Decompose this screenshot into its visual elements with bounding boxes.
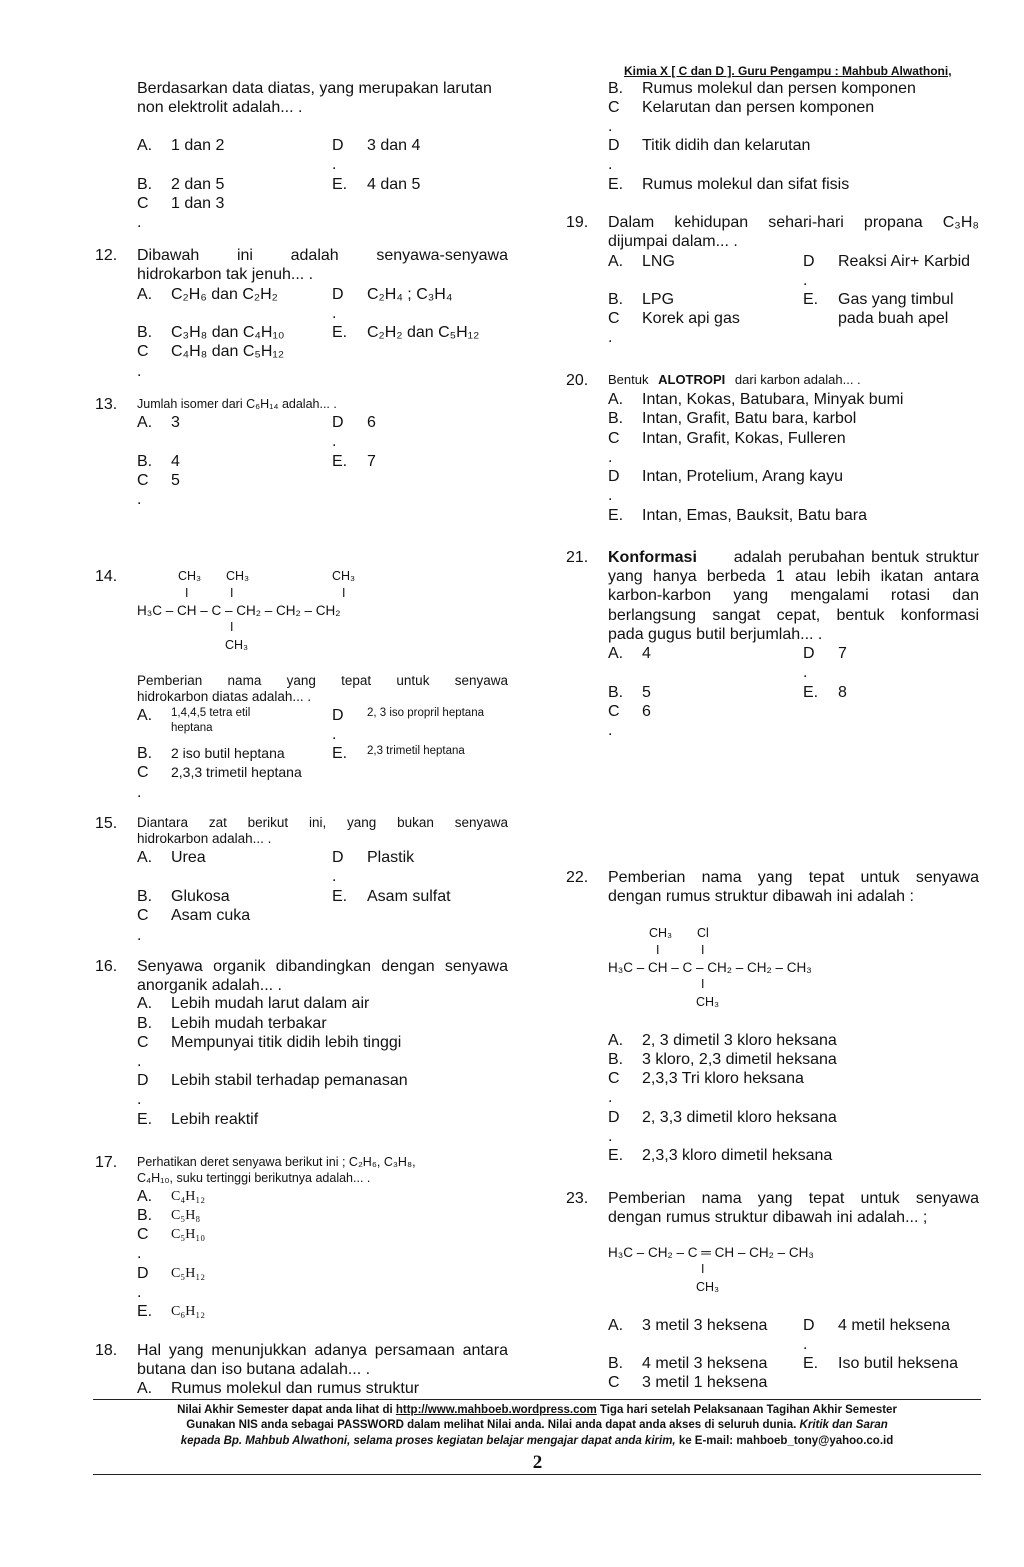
q23-option-c: 3 metil 1 heksena: [642, 1374, 768, 1391]
q16-letter-c-dot: .: [137, 1053, 142, 1070]
q22-letter-a: A.: [608, 1032, 624, 1049]
q16-number: 16.: [95, 958, 118, 975]
q21-letter-b: B.: [608, 684, 624, 701]
footer-line1: [93, 1403, 981, 1418]
q22-top-ch3: CH₃: [649, 926, 673, 940]
q23-option-b: 4 metil 3 heksena: [642, 1355, 768, 1372]
q12-option-e: C₂H₂ dan C₅H₁₂: [367, 324, 480, 341]
q17-letter-d-dot: .: [137, 1284, 142, 1301]
q16-letter-b: B.: [137, 1015, 153, 1032]
q23-option-e: Iso butil heksena: [838, 1355, 959, 1372]
q18-option-e: Rumus molekul dan sifat fisis: [642, 176, 850, 193]
q13-stem: Jumlah isomer dari C₆H₁₄ adalah... .: [137, 397, 337, 411]
q19-option-e-line2: pada buah apel: [838, 310, 949, 327]
q14-main-chain: H₃C – CH – C – CH₂ – CH₂ – CH₂: [137, 603, 341, 618]
q21-stem-line1: [608, 548, 979, 567]
q20-stem-keyword: ALOTROPI: [658, 372, 726, 387]
q22-bond-2: I: [701, 943, 705, 957]
q21-option-e: 8: [838, 684, 847, 701]
q20-letter-c: C: [608, 430, 620, 447]
q13-letter-b: B.: [137, 453, 153, 470]
q22-bond-3: I: [701, 977, 705, 991]
q11-letter-c: C: [137, 195, 149, 212]
q20-option-a: Intan, Kokas, Batubara, Minyak bumi: [642, 391, 904, 408]
q14-letter-c-dot: .: [137, 784, 142, 801]
q22-bond-1: I: [656, 943, 660, 957]
footer-line1-post: Tiga hari setelah Pelaksanaan Tagihan Akhir Semester: [599, 1404, 897, 1416]
q19-option-a: LNG: [642, 253, 675, 270]
q22-option-d: 2, 3,3 dimetil kloro heksana: [642, 1109, 837, 1126]
q21-letter-a: A.: [608, 645, 624, 662]
q16-option-b: Lebih mudah terbakar: [171, 1015, 327, 1032]
q21-stem-line3: karbon-karbon yang mengalami rotasi dan: [608, 587, 979, 604]
q15-stem-line2: hidrokarbon adalah... .: [137, 831, 272, 846]
q11-letter-d: D: [332, 137, 344, 154]
q14-letter-d: D: [332, 707, 344, 724]
q12-stem-line1: Dibawah ini adalah senyawa-senyawa: [137, 247, 508, 264]
q19-letter-b: B.: [608, 291, 624, 308]
q22-stem-line2: dengan rumus struktur dibawah ini adalah :: [608, 888, 914, 905]
q20-letter-a: A.: [608, 391, 624, 408]
footer-line2-main: Gunakan NIS anda sebagai PASSWORD dalam melihat Nilai anda. Nilai anda dapat anda akses di seluruh dunia.: [186, 1419, 797, 1431]
q17-number: 17.: [95, 1154, 118, 1171]
q11-option-c: 1 dan 3: [171, 195, 225, 212]
q19-stem-line1: Dalam kehidupan sehari-hari propana C₃H₈: [608, 214, 979, 231]
q16-letter-d: D: [137, 1072, 149, 1089]
q16-letter-a: A.: [137, 995, 153, 1012]
q20-option-b: Intan, Grafit, Batu bara, karbol: [642, 410, 857, 427]
q11-option-d: 3 dan 4: [367, 137, 421, 154]
q22-bottom-ch3: CH₃: [696, 995, 720, 1009]
q23-bond: I: [701, 1262, 705, 1276]
q23-bottom-ch3: CH₃: [696, 1280, 720, 1294]
q15-stem-line1: Diantara zat berikut ini, yang bukan senyawa: [137, 815, 508, 830]
q13-letter-a: A.: [137, 414, 153, 431]
q21-letter-e: E.: [803, 684, 819, 701]
q15-letter-a: A.: [137, 849, 153, 866]
q23-letter-e: E.: [803, 1355, 819, 1372]
q13-letter-c-dot: .: [137, 491, 142, 508]
q17-letter-d: D: [137, 1265, 149, 1282]
q14-letter-b: B.: [137, 745, 153, 762]
q23-stem-line2: dengan rumus struktur dibawah ini adalah... ;: [608, 1209, 928, 1226]
q21-option-a: 4: [642, 645, 651, 662]
q17-option-b: C₅H₈: [171, 1208, 201, 1223]
q14-letter-c: C: [137, 764, 149, 781]
q22-number: 22.: [566, 869, 589, 886]
q22-option-e: 2,3,3 kloro dimetil heksana: [642, 1147, 833, 1164]
q12-stem-line2: hidrokarbon tak jenuh... .: [137, 266, 314, 283]
q19-letter-e: E.: [803, 291, 819, 308]
footer-top-rule: [93, 1399, 981, 1400]
q12-letter-c-dot: .: [137, 363, 142, 380]
q13-option-b: 4: [171, 453, 180, 470]
q13-letter-e: E.: [332, 453, 348, 470]
q17-stem-line1: Perhatikan deret senyawa berikut ini ; C₂H₆, C₃H₈,: [137, 1155, 416, 1169]
q14-bond-1: I: [185, 586, 189, 600]
q23-number: 23.: [566, 1190, 589, 1207]
q14-option-d: 2, 3 iso propril heptana: [367, 707, 484, 719]
q19-stem-line2: dijumpai dalam... .: [608, 233, 738, 250]
q11-option-a: 1 dan 2: [171, 137, 225, 154]
q17-letter-c: C: [137, 1226, 149, 1243]
q19-option-e-line1: Gas yang timbul: [838, 291, 954, 308]
q23-option-a: 3 metil 3 heksena: [642, 1317, 768, 1334]
q20-stem: [608, 372, 861, 388]
q11-stem-line2: non elektrolit adalah... .: [137, 99, 303, 116]
q14-top-ch3-3: CH₃: [332, 569, 356, 583]
q22-option-a: 2, 3 dimetil 3 kloro heksana: [642, 1032, 837, 1049]
q19-letter-d-dot: .: [803, 272, 808, 289]
q20-option-c: Intan, Grafit, Kokas, Fulleren: [642, 430, 846, 447]
q21-stem-keyword: Konformasi: [608, 549, 697, 566]
q20-letter-d: D: [608, 468, 620, 485]
q14-stem-line2: hidrokarbon diatas adalah... .: [137, 689, 312, 704]
q18-letter-a: A.: [137, 1380, 153, 1397]
q18-number: 18.: [95, 1342, 118, 1359]
q14-letter-e: E.: [332, 745, 348, 762]
q16-option-c: Mempunyai titik didih lebih tinggi: [171, 1034, 402, 1051]
q20-number: 20.: [566, 372, 589, 389]
q22-letter-c-dot: .: [608, 1089, 613, 1106]
q23-option-d: 4 metil heksena: [838, 1317, 951, 1334]
q23-letter-c: C: [608, 1374, 620, 1391]
q12-option-b: C₃H₈ dan C₄H₁₀: [171, 324, 285, 341]
q16-option-a: Lebih mudah larut dalam air: [171, 995, 370, 1012]
q17-stem-line2: C₄H₁₀, suku tertinggi berikutnya adalah... .: [137, 1171, 371, 1185]
q14-number: 14.: [95, 568, 118, 585]
footer-website-link[interactable]: http://www.mahboeb.wordpress.com: [395, 1404, 597, 1416]
q20-letter-c-dot: .: [608, 449, 613, 466]
q23-letter-d-dot: .: [803, 1336, 808, 1353]
q17-letter-c-dot: .: [137, 1245, 142, 1262]
q23-main-chain: H₃C – CH₂ – C ═ CH – CH₂ – CH₃: [608, 1245, 814, 1260]
q19-number: 19.: [566, 214, 589, 231]
q21-stem-line5: pada gugus butil berjumlah... .: [608, 626, 823, 643]
q12-option-d: C₂H₄ ; C₃H₄: [367, 286, 453, 303]
q22-main-chain: H₃C – CH – C – CH₂ – CH₂ – CH₃: [608, 960, 812, 975]
q19-letter-c-dot: .: [608, 329, 613, 346]
q15-option-e: Asam sulfat: [367, 888, 451, 905]
q23-stem-line1: Pemberian nama yang tepat untuk senyawa: [608, 1190, 979, 1207]
q15-letter-d-dot: .: [332, 868, 337, 885]
q14-option-c: 2,3,3 trimetil heptana: [171, 764, 302, 780]
q17-option-d: C₅H₁₂: [171, 1266, 206, 1281]
q20-option-d: Intan, Protelium, Arang kayu: [642, 468, 843, 485]
q17-option-e: C₆H₁₂: [171, 1304, 206, 1319]
q14-bond-2: I: [230, 586, 234, 600]
q18-letter-c: C: [608, 99, 620, 116]
q22-top-cl: Cl: [697, 926, 709, 940]
q15-option-b: Glukosa: [171, 888, 230, 905]
q20-letter-b: B.: [608, 410, 624, 427]
q14-stem-line1: Pemberian nama yang tepat untuk senyawa: [137, 673, 508, 688]
q19-letter-a: A.: [608, 253, 624, 270]
q15-option-a: Urea: [171, 849, 206, 866]
footer-line3-italic: kepada Bp. Mahbub Alwathoni, selama proses kegiatan belajar mengajar dapat anda kirim,: [180, 1435, 676, 1447]
q21-letter-c-dot: .: [608, 722, 613, 739]
q20-stem-pre: Bentuk: [608, 372, 649, 387]
q22-letter-c: C: [608, 1070, 620, 1087]
q20-option-e: Intan, Emas, Bauksit, Batu bara: [642, 507, 868, 524]
q21-option-b: 5: [642, 684, 651, 701]
q22-option-b: 3 kloro, 2,3 dimetil heksana: [642, 1051, 837, 1068]
q13-option-a: 3: [171, 414, 180, 431]
q20-letter-d-dot: .: [608, 487, 613, 504]
q13-letter-d-dot: .: [332, 433, 337, 450]
q13-option-c: 5: [171, 472, 180, 489]
q12-number: 12.: [95, 247, 118, 264]
q11-stem-line1: Berdasarkan data diatas, yang merupakan larutan: [137, 80, 492, 97]
q13-option-d: 6: [367, 414, 376, 431]
q14-bond-4: I: [230, 620, 234, 634]
q21-stem-line1-rest: adalah perubahan bentuk struktur: [733, 549, 979, 566]
q22-option-c: 2,3,3 Tri kloro heksana: [642, 1070, 804, 1087]
q15-letter-b: B.: [137, 888, 153, 905]
q16-option-e: Lebih reaktif: [171, 1111, 259, 1128]
q21-number: 21.: [566, 549, 589, 566]
q23-letter-b: B.: [608, 1355, 624, 1372]
q16-stem-line1: Senyawa organik dibandingkan dengan senyawa: [137, 958, 508, 975]
q12-letter-e: E.: [332, 324, 348, 341]
q14-option-b: 2 iso butil heptana: [171, 745, 285, 761]
q19-letter-d: D: [803, 253, 815, 270]
q21-letter-d: D: [803, 645, 815, 662]
q11-letter-c-dot: .: [137, 214, 142, 231]
q12-option-c: C₄H₈ dan C₅H₁₂: [171, 343, 285, 360]
q17-letter-e: E.: [137, 1303, 153, 1320]
q18-letter-b: B.: [608, 80, 624, 97]
q20-letter-e: E.: [608, 507, 624, 524]
q18-letter-d: D: [608, 137, 620, 154]
q12-letter-c: C: [137, 343, 149, 360]
q14-letter-a: A.: [137, 707, 153, 724]
q15-number: 15.: [95, 815, 118, 832]
q14-option-e: 2,3 trimetil heptana: [367, 745, 465, 757]
q14-top-ch3-2: CH₃: [226, 569, 250, 583]
q14-option-a-line1: 1,4,4,5 tetra etil: [171, 707, 251, 719]
q13-number: 13.: [95, 396, 118, 413]
footer-line1-pre: Nilai Akhir Semester dapat anda lihat di: [177, 1404, 393, 1416]
footer-bottom-rule: [93, 1474, 981, 1475]
q15-letter-d: D: [332, 849, 344, 866]
q12-letter-a: A.: [137, 286, 153, 303]
q18-stem-line1: Hal yang menunjukkan adanya persamaan antara: [137, 1342, 508, 1359]
q14-bottom-ch3: CH₃: [225, 638, 249, 652]
q15-letter-c: C: [137, 907, 149, 924]
q18-option-a: Rumus molekul dan rumus struktur: [171, 1380, 420, 1397]
q12-letter-b: B.: [137, 324, 153, 341]
q17-letter-a: A.: [137, 1188, 153, 1205]
q12-letter-d-dot: .: [332, 305, 337, 322]
q11-letter-b: B.: [137, 176, 153, 193]
q14-option-a-line2: heptana: [171, 722, 213, 734]
q15-option-c: Asam cuka: [171, 907, 251, 924]
q14-top-ch3-1: CH₃: [178, 569, 202, 583]
q14-bond-3: I: [342, 586, 346, 600]
q16-letter-c: C: [137, 1034, 149, 1051]
q21-option-d: 7: [838, 645, 847, 662]
q11-option-b: 2 dan 5: [171, 176, 225, 193]
q11-letter-a: A.: [137, 137, 153, 154]
q19-option-d: Reaksi Air+ Karbid: [838, 253, 971, 270]
q11-letter-e: E.: [332, 176, 348, 193]
q17-option-c: C₅H₁₀: [171, 1227, 206, 1242]
q17-letter-b: B.: [137, 1207, 153, 1224]
q12-option-a: C₂H₆ dan C₂H₂: [171, 286, 278, 303]
q13-letter-d: D: [332, 414, 344, 431]
q21-stem-line2: yang hanya berbeda 1 atau lebih ikatan antara: [608, 568, 979, 585]
q16-letter-d-dot: .: [137, 1091, 142, 1108]
q16-stem-line2: anorganik adalah... .: [137, 977, 282, 994]
q21-letter-d-dot: .: [803, 664, 808, 681]
q22-stem-line1: Pemberian nama yang tepat untuk senyawa: [608, 869, 979, 886]
page-number: 2: [532, 1452, 543, 1473]
q15-option-d: Plastik: [367, 849, 415, 866]
q23-letter-d: D: [803, 1317, 815, 1334]
footer-line2: [93, 1418, 981, 1433]
q18-letter-d-dot: .: [608, 156, 613, 173]
q16-letter-e: E.: [137, 1111, 153, 1128]
q13-option-e: 7: [367, 453, 376, 470]
q18-stem-line2: butana dan iso butana adalah... .: [137, 1361, 371, 1378]
q22-letter-d-dot: .: [608, 1128, 613, 1145]
q14-letter-d-dot: .: [332, 726, 337, 743]
q18-letter-e: E.: [608, 176, 624, 193]
q18-option-d: Titik didih dan kelarutan: [642, 137, 811, 154]
q19-option-b: LPG: [642, 291, 675, 308]
q18-letter-c-dot: .: [608, 118, 613, 135]
q11-letter-d-dot: .: [332, 156, 337, 173]
q21-option-c: 6: [642, 703, 651, 720]
course-header: Kimia X [ C dan D ]. Guru Pengampu : Mahbub Alwathoni,: [624, 64, 952, 78]
q19-option-c: Korek api gas: [642, 310, 740, 327]
footer-line2-italic: Kritik dan Saran: [799, 1419, 888, 1431]
q21-stem-line4: berlangsung sangat cepat, bentuk konformasi: [608, 607, 979, 624]
q19-letter-c: C: [608, 310, 620, 327]
footer-line3: [93, 1434, 981, 1449]
q22-letter-b: B.: [608, 1051, 624, 1068]
q20-stem-post: dari karbon adalah... .: [734, 372, 861, 387]
q22-letter-e: E.: [608, 1147, 624, 1164]
q15-letter-c-dot: .: [137, 927, 142, 944]
footer-email: ke E-mail: mahboeb_tony@yahoo.co.id: [678, 1435, 894, 1447]
q18-option-b: Rumus molekul dan persen komponen: [642, 80, 916, 97]
q13-letter-c: C: [137, 472, 149, 489]
q21-letter-c: C: [608, 703, 620, 720]
q18-option-c: Kelarutan dan persen komponen: [642, 99, 875, 116]
q23-letter-a: A.: [608, 1317, 624, 1334]
q16-option-d: Lebih stabil terhadap pemanasan: [171, 1072, 408, 1089]
q17-option-a: C₄H₁₂: [171, 1189, 206, 1204]
q12-letter-d: D: [332, 286, 344, 303]
q15-letter-e: E.: [332, 888, 348, 905]
q22-letter-d: D: [608, 1109, 620, 1126]
q11-option-e: 4 dan 5: [367, 176, 421, 193]
